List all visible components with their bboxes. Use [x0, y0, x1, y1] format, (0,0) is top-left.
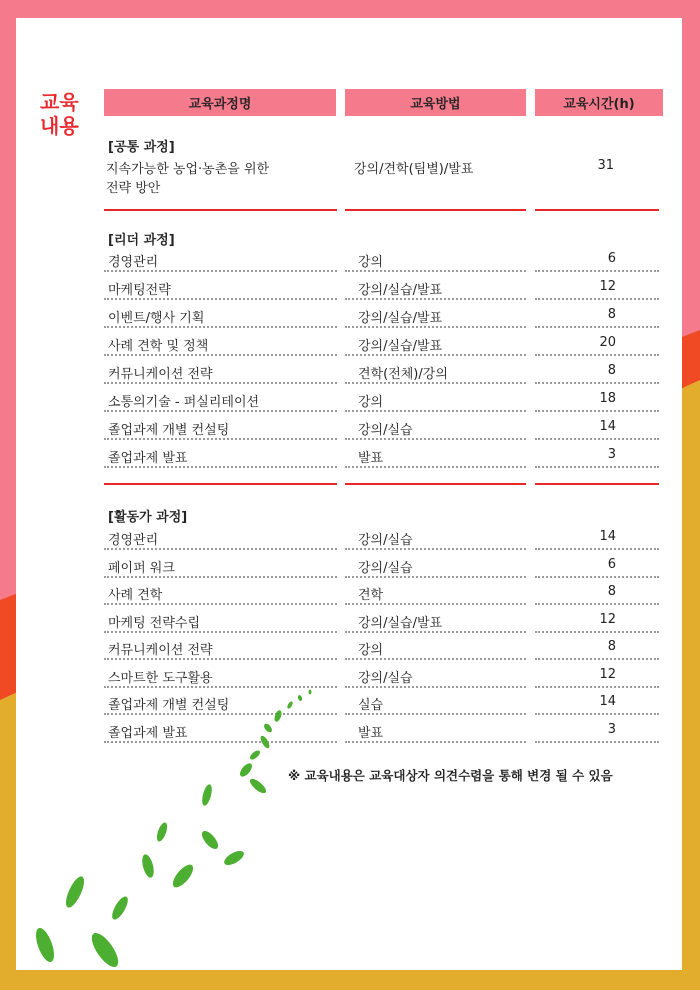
table-row-course: 졸업과제 발표 — [108, 725, 188, 741]
table-row-hours: 8 — [607, 307, 616, 322]
row-divider — [104, 741, 337, 743]
section-title-common: [공통 과정] — [108, 140, 175, 155]
table-row-hours: 8 — [607, 639, 616, 654]
side-title-line2: 내용 — [40, 114, 79, 138]
row-divider — [345, 686, 526, 688]
table-row-course: 졸업과제 개별 컨설팅 — [108, 423, 230, 438]
section-title-leader: [리더 과정] — [108, 233, 175, 248]
row-divider — [345, 576, 526, 578]
section-divider — [104, 483, 337, 485]
table-row-course: 경영관리 — [108, 255, 159, 270]
table-row-method: 강의/실습/발표 — [358, 311, 443, 326]
table-row-method: 실습 — [358, 698, 384, 713]
row-divider — [104, 548, 337, 550]
row-divider — [345, 298, 526, 300]
table-row-method: 강의/실습 — [358, 670, 413, 686]
row-divider — [345, 270, 526, 272]
row-divider — [345, 741, 526, 743]
table-row-course-line2: 전략 방안 — [106, 181, 161, 196]
row-divider — [345, 713, 526, 715]
table-row-method: 견학(전체)/강의 — [358, 367, 448, 382]
table-row-method: 강의/실습/발표 — [358, 615, 443, 631]
table-row-course: 스마트한 도구활용 — [108, 670, 213, 686]
table-row-hours: 3 — [607, 447, 616, 462]
row-divider — [345, 354, 526, 356]
table-row-hours: 8 — [607, 363, 616, 378]
section-divider — [345, 209, 526, 211]
table-row-hours: 20 — [599, 335, 616, 350]
row-divider — [345, 382, 526, 384]
row-divider — [104, 354, 337, 356]
table-row-hours: 14 — [599, 529, 616, 544]
row-divider — [345, 410, 526, 412]
row-divider — [104, 713, 337, 715]
row-divider — [104, 270, 337, 272]
row-divider — [535, 298, 659, 300]
row-divider — [345, 631, 526, 633]
header-method: 교육방법 — [345, 89, 526, 116]
row-divider — [345, 326, 526, 328]
table-row-method: 강의/실습/발표 — [358, 339, 443, 354]
table-row-course: 졸업과제 발표 — [108, 451, 188, 466]
row-divider — [104, 326, 337, 328]
table-row-course: 소통의기술 - 퍼실리테이션 — [108, 395, 260, 410]
table-row-hours: 14 — [599, 419, 616, 434]
table-row-course: 커뮤니케이션 전략 — [108, 367, 213, 382]
header-hours: 교육시간(h) — [535, 89, 663, 116]
section-divider — [535, 483, 659, 485]
table-row-hours: 12 — [599, 279, 616, 294]
row-divider — [104, 576, 337, 578]
table-row-method: 강의/실습/발표 — [358, 283, 443, 298]
section-divider — [345, 483, 526, 485]
row-divider — [104, 603, 337, 605]
table-row-method: 강의/실습 — [358, 533, 413, 548]
table-row-hours: 3 — [607, 721, 616, 737]
row-divider — [104, 466, 337, 468]
row-divider — [345, 658, 526, 660]
row-divider — [104, 382, 337, 384]
section-divider — [104, 209, 337, 211]
table-row-course: 마케팅 전략수립 — [108, 615, 201, 631]
row-divider — [104, 298, 337, 300]
row-divider — [535, 466, 659, 468]
table-row-course: 지속가능한 농업·농촌을 위한 — [106, 162, 270, 177]
row-divider — [345, 466, 526, 468]
table-row-method: 견학 — [358, 588, 384, 603]
table-row-hours: 8 — [607, 584, 616, 599]
table-row-course: 졸업과제 개별 컨설팅 — [108, 698, 230, 713]
row-divider — [104, 686, 337, 688]
table-row-course: 페이퍼 워크 — [108, 560, 175, 576]
row-divider — [535, 438, 659, 440]
row-divider — [535, 270, 659, 272]
row-divider — [535, 326, 659, 328]
table-row-course: 사례 견학 — [108, 588, 163, 603]
table-row-course: 경영관리 — [108, 533, 159, 548]
row-divider — [535, 548, 659, 550]
table-row-method: 강의 — [358, 643, 384, 658]
table-row-hours: 31 — [597, 158, 614, 173]
side-title-line1: 교육 — [40, 90, 79, 114]
row-divider — [535, 354, 659, 356]
row-divider — [535, 713, 659, 715]
row-divider — [535, 382, 659, 384]
table-row-method: 강의 — [358, 255, 384, 270]
table-row-hours: 12 — [599, 611, 616, 627]
row-divider — [345, 438, 526, 440]
section-divider — [535, 209, 659, 211]
table-row-method: 발표 — [358, 451, 384, 466]
row-divider — [535, 741, 659, 743]
row-divider — [535, 410, 659, 412]
table-row-course: 커뮤니케이션 전략 — [108, 643, 213, 658]
table-row-course: 마케팅전략 — [108, 283, 171, 298]
table-row-hours: 12 — [599, 666, 616, 682]
row-divider — [535, 576, 659, 578]
row-divider — [345, 548, 526, 550]
table-row-method: 강의 — [358, 395, 384, 410]
row-divider — [345, 603, 526, 605]
row-divider — [535, 686, 659, 688]
table-row-course: 사례 견학 및 정책 — [108, 339, 209, 354]
table-row-hours: 6 — [607, 251, 616, 266]
row-divider — [535, 658, 659, 660]
row-divider — [104, 438, 337, 440]
section-title-activist: [활동가 과정] — [108, 510, 188, 525]
table-row-method: 강의/견학(팀별)/발표 — [354, 162, 474, 177]
table-row-hours: 14 — [599, 694, 616, 709]
header-course: 교육과정명 — [104, 89, 336, 116]
footnote: ※ 교육내용은 교육대상자 의견수렴을 통해 변경 될 수 있음 — [288, 768, 613, 783]
table-row-course: 이벤트/행사 기획 — [108, 311, 205, 326]
table-row-hours: 18 — [599, 391, 616, 406]
row-divider — [535, 631, 659, 633]
row-divider — [104, 631, 337, 633]
row-divider — [535, 603, 659, 605]
table-row-method: 강의/실습 — [358, 560, 413, 576]
section-side-title — [40, 90, 90, 138]
row-divider — [104, 410, 337, 412]
table-row-method: 강의/실습 — [358, 423, 413, 438]
table-row-hours: 6 — [607, 556, 616, 572]
table-row-method: 발표 — [358, 725, 384, 741]
row-divider — [104, 658, 337, 660]
